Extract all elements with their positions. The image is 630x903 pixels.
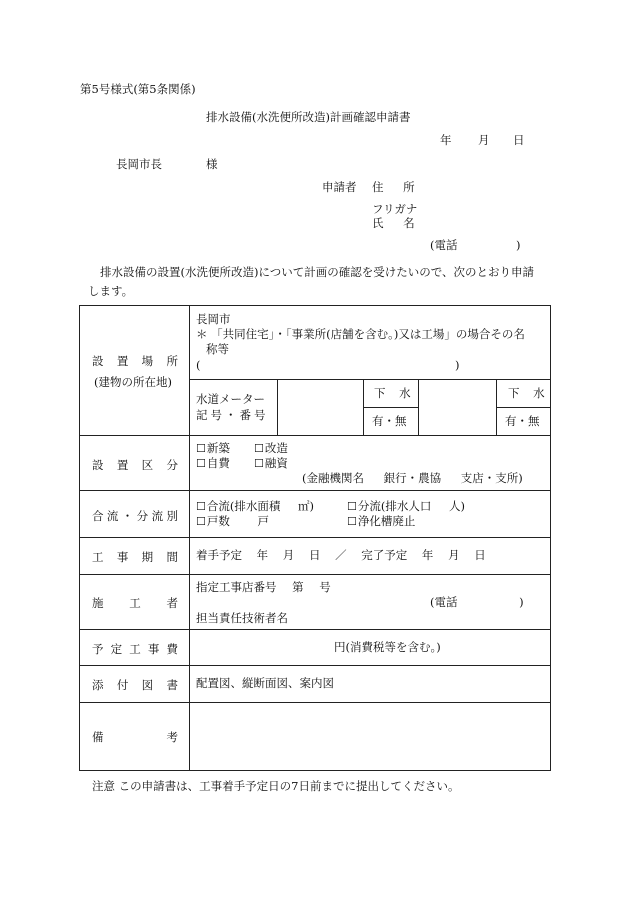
checkbox-icon: ☐ xyxy=(196,457,206,470)
checkbox-renovation[interactable]: ☐改造 xyxy=(254,441,288,455)
estimated-cost: 円(消費税等を含む。) xyxy=(334,640,441,654)
furigana-label: フリガナ xyxy=(372,202,418,216)
row-divider xyxy=(79,702,551,703)
date-year-label: 年 xyxy=(440,133,452,147)
row-divider xyxy=(79,435,551,436)
contractor-phone: (電話 ) xyxy=(430,595,524,609)
water-meter-number-label: 記号・番号 xyxy=(196,408,269,422)
construction-period: 着手予定 年 月 日 ／ 完了予定 年 月 日 xyxy=(196,548,486,562)
label-column-divider xyxy=(189,305,190,771)
checkbox-self-funded[interactable]: ☐自費 xyxy=(196,456,230,470)
applicant-label: 申請者 xyxy=(322,180,357,194)
checkbox-separate-flow[interactable]: ☐分流(排水人口 人) xyxy=(347,499,466,513)
addressee: 長岡市長 xyxy=(116,157,162,171)
intro-line-2: します。 xyxy=(88,284,134,298)
sewer-label: 下 水 xyxy=(374,386,411,400)
remarks-label: 備 考 xyxy=(92,730,178,744)
checkbox-icon: ☐ xyxy=(347,515,357,528)
checkbox-icon: ☐ xyxy=(196,515,206,528)
responsible-engineer: 担当責任技術者名 xyxy=(196,611,288,625)
row-divider xyxy=(79,574,551,575)
designated-contractor-number: 指定工事店番号 第 号 xyxy=(196,580,331,594)
location-paren-open: ( xyxy=(196,358,201,372)
water-meter-label: 水道メーター xyxy=(196,392,265,406)
contractor-label: 施 工 者 xyxy=(92,596,178,610)
location-city: 長岡市 xyxy=(196,312,231,326)
location-note-line-1: ＊ 「共同住宅」・「事業所(店舗を含む。)又は工場」の場合その名 xyxy=(196,327,525,341)
row-divider xyxy=(79,537,551,538)
category-label: 設 置 区 分 xyxy=(92,458,178,472)
checkbox-combined-flow[interactable]: ☐合流(排水面積 ㎡) xyxy=(196,499,315,513)
location-note-line-2: 称等 xyxy=(206,342,229,356)
document-title: 排水設備(水洗便所改造)計画確認申請書 xyxy=(206,110,411,124)
attached-documents: 配置図、縦断面図、案内図 xyxy=(196,676,334,690)
flow-label: 合 流 ・ 分 流 別 xyxy=(92,509,178,523)
location-label: 設 置 場 所 xyxy=(92,354,178,368)
row-divider xyxy=(79,665,551,666)
sewer-yes-no: 有・無 xyxy=(372,414,407,428)
financing-detail: (金融機関名 銀行・農協 支店・支所) xyxy=(302,471,523,485)
checkbox-icon: ☐ xyxy=(254,442,264,455)
checkbox-icon: ☐ xyxy=(254,457,264,470)
date-month-label: 月 xyxy=(478,133,490,147)
cost-label: 予 定 工 事 費 xyxy=(92,642,178,656)
checkbox-icon: ☐ xyxy=(196,442,206,455)
row-divider xyxy=(79,490,551,491)
period-label: 工 事 期 間 xyxy=(92,550,178,564)
phone-label: (電話 xyxy=(430,238,458,252)
checkbox-financing[interactable]: ☐融資 xyxy=(254,456,288,470)
sewer-label: 下 水 xyxy=(508,386,545,400)
checkbox-new-build[interactable]: ☐新築 xyxy=(196,441,230,455)
meter-grid-line xyxy=(496,407,551,408)
attachments-label: 添 付 図 書 xyxy=(92,678,178,692)
meter-grid-line xyxy=(277,379,278,435)
form-number: 第5号様式(第5条関係) xyxy=(80,82,196,96)
footer-note: 注意 この申請書は、工事着手予定日の7日前までに提出してください。 xyxy=(92,779,460,793)
name-label: 氏 名 xyxy=(372,216,415,230)
meter-grid-line xyxy=(418,379,419,435)
honorific: 様 xyxy=(206,157,218,171)
checkbox-icon: ☐ xyxy=(196,500,206,513)
address-label: 住 所 xyxy=(372,180,415,194)
phone-close: ) xyxy=(516,238,521,252)
intro-line-1: 排水設備の設置(水洗便所改造)について計画の確認を受けたいので、次のとおり申請 xyxy=(100,265,535,279)
location-paren-close: ) xyxy=(455,358,460,372)
row-divider xyxy=(79,629,551,630)
meter-grid-line xyxy=(363,407,418,408)
checkbox-septic-abolition[interactable]: ☐浄化槽廃止 xyxy=(347,514,416,528)
checkbox-icon: ☐ xyxy=(347,500,357,513)
location-sublabel: (建物の所在地) xyxy=(94,375,172,389)
date-day-label: 日 xyxy=(513,133,525,147)
checkbox-households[interactable]: ☐戸数 戸 xyxy=(196,514,270,528)
sewer-yes-no: 有・無 xyxy=(505,414,540,428)
